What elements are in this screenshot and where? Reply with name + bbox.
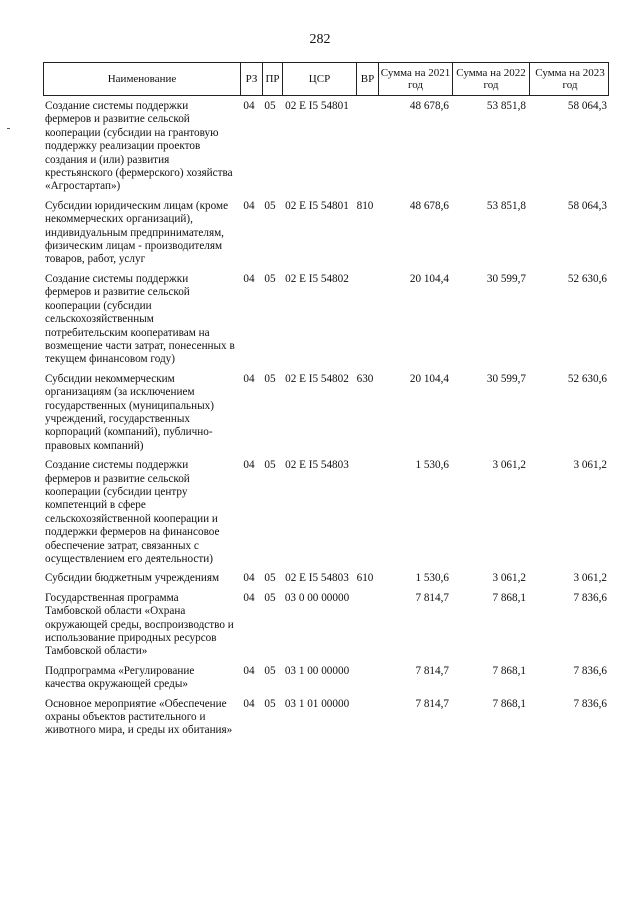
table-row	[43, 273, 609, 367]
budget-table	[43, 62, 609, 744]
header-pr: ПР	[262, 63, 282, 95]
table-row	[43, 665, 609, 692]
row-csr: 03 1 00 00000	[284, 664, 350, 677]
row-csr: 02 Е I5 54801	[285, 199, 349, 212]
row-pr: 05	[264, 100, 276, 112]
row-sum-2022: 3 061,2	[492, 459, 526, 472]
header-sum-2021: Сумма на 2021 год	[378, 63, 452, 95]
row-rz: 04	[243, 100, 255, 112]
row-sum-2021: 20 104,4	[409, 272, 449, 285]
table-row	[43, 592, 609, 659]
row-name: Создание системы поддержки фермеров и развитие сельской кооперации (субсидии центру компетенций в сфере сельскохозяйственной кооперации и поддержки фермеров на финансовое обеспечение затрат, связанных с осуществлением его деятельности)	[45, 459, 220, 565]
header-sum-2022: Сумма на 2022 год	[452, 63, 529, 95]
row-pr: 05	[264, 372, 276, 385]
row-rz: 04	[243, 272, 255, 285]
row-pr: 05	[264, 697, 276, 710]
row-pr: 05	[264, 664, 276, 677]
row-name: Субсидии бюджетным учреждениям	[45, 572, 220, 585]
row-rz: 04	[243, 372, 255, 385]
row-csr: 02 Е I5 54803	[285, 572, 349, 585]
row-sum-2023: 3 061,2	[573, 459, 607, 472]
row-name: Создание системы поддержки фермеров и развитие сельской кооперации (субсидии на грантовую поддержку реализации проектов создания и (или) развития крестьянского (фермерского) хозяйства «Агростартап»)	[45, 100, 233, 193]
row-sum-2022: 7 868,1	[492, 591, 526, 604]
row-csr: 02 Е I5 54803	[285, 459, 349, 472]
table-row	[43, 698, 609, 738]
row-sum-2023: 7 836,6	[573, 697, 607, 710]
row-name: Основное мероприятие «Обеспечение охраны объектов растительного и животного мира, и среды их обитания»	[45, 697, 233, 737]
header-vr: ВР	[356, 63, 378, 95]
table-row	[43, 373, 609, 453]
row-sum-2023: 7 836,6	[573, 591, 607, 604]
row-sum-2023: 3 061,2	[573, 572, 607, 585]
row-sum-2021: 48 678,6	[409, 199, 449, 212]
row-sum-2023: 52 630,6	[567, 372, 607, 385]
row-sum-2023: 58 064,3	[567, 100, 607, 112]
row-vr	[355, 592, 377, 659]
row-csr: 03 0 00 00000	[284, 591, 350, 604]
row-sum-2022: 7 868,1	[492, 697, 526, 710]
row-rz: 04	[243, 199, 255, 212]
row-sum-2022: 3 061,2	[492, 572, 526, 585]
row-csr: 02 Е I5 54801	[285, 100, 349, 112]
row-vr	[355, 273, 377, 367]
table-header	[43, 62, 609, 96]
row-sum-2021: 48 678,6	[409, 100, 449, 112]
row-pr: 05	[264, 459, 276, 472]
row-sum-2023: 58 064,3	[567, 199, 607, 212]
row-pr: 05	[264, 572, 276, 585]
row-sum-2021: 7 814,7	[415, 591, 449, 604]
row-name: Подпрограмма «Регулирование качества окружающей среды»	[45, 664, 195, 691]
row-sum-2022: 7 868,1	[492, 664, 526, 677]
row-sum-2021: 7 814,7	[415, 697, 449, 710]
row-sum-2021: 20 104,4	[409, 372, 449, 385]
row-sum-2022: 30 599,7	[486, 272, 526, 285]
row-sum-2023: 52 630,6	[567, 272, 607, 285]
row-sum-2021: 1 530,6	[415, 572, 449, 585]
table-row	[43, 459, 609, 566]
row-sum-2021: 7 814,7	[415, 664, 449, 677]
margin-mark	[7, 128, 10, 129]
row-pr: 05	[264, 199, 276, 212]
row-csr: 02 Е I5 54802	[285, 372, 349, 385]
row-rz: 04	[243, 697, 255, 710]
table-row	[43, 100, 609, 194]
header-rz: РЗ	[240, 63, 262, 95]
row-vr	[355, 459, 377, 566]
header-name: Наименование	[107, 73, 177, 85]
row-csr: 03 1 01 00000	[284, 697, 350, 710]
row-name: Субсидии юридическим лицам (кроме некоммерческих организаций), индивидуальным предпринимателям, физическим лицам - производителям товаров, работ, услуг	[45, 199, 229, 266]
row-rz: 04	[243, 572, 255, 585]
row-sum-2022: 30 599,7	[486, 372, 526, 385]
row-csr: 02 Е I5 54802	[285, 272, 349, 285]
row-vr	[355, 665, 377, 692]
row-name: Государственная программа Тамбовской области «Охрана окружающей среды, воспроизводство и использование природных ресурсов Тамбовской области»	[45, 591, 234, 658]
row-rz: 04	[243, 591, 255, 604]
row-vr: 630	[356, 372, 374, 385]
page-number: 282	[309, 32, 331, 47]
row-sum-2023: 7 836,6	[573, 664, 607, 677]
row-sum-2022: 53 851,8	[486, 199, 526, 212]
row-sum-2022: 53 851,8	[486, 100, 526, 112]
header-csr: ЦСР	[282, 63, 356, 95]
row-pr: 05	[264, 591, 276, 604]
row-sum-2021: 1 530,6	[415, 459, 449, 472]
row-vr	[355, 698, 377, 738]
row-rz: 04	[243, 459, 255, 472]
row-pr: 05	[264, 272, 276, 285]
row-vr: 810	[356, 199, 374, 212]
header-sum-2023: Сумма на 2023 год	[529, 63, 610, 95]
row-name: Создание системы поддержки фермеров и развитие сельской кооперации (субсидии сельскохозяйственным потребительским кооперативам на возмещение части затрат, понесенных в текущем финансовом году)	[45, 272, 235, 366]
table-row	[43, 572, 609, 585]
row-vr: 610	[356, 572, 374, 585]
table-row	[43, 200, 609, 267]
table-body	[43, 100, 609, 738]
row-name: Субсидии некоммерческим организациям (за исключением государственных (муниципальных) учреждений, государственных корпораций (компаний), публично-правовых компаний)	[45, 372, 214, 452]
row-rz: 04	[243, 664, 255, 677]
row-vr	[355, 100, 377, 194]
